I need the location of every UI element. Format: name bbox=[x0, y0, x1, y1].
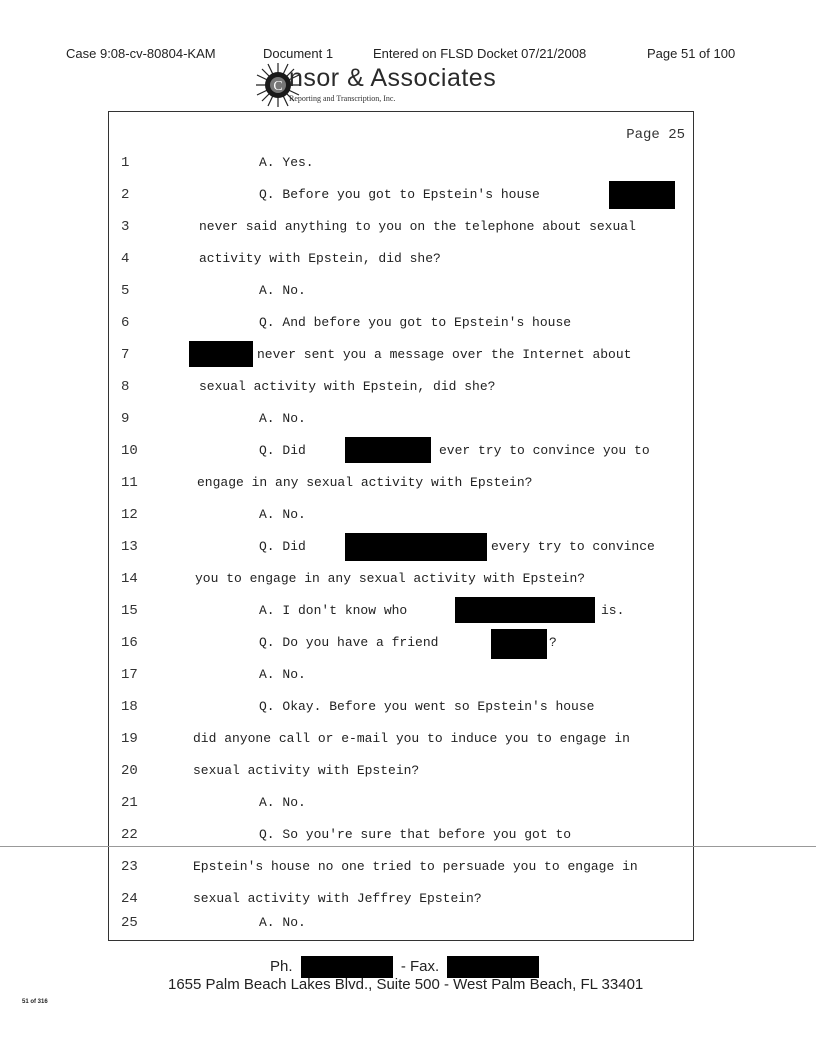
company-name: nsor & Associates bbox=[289, 64, 497, 92]
scan-divider bbox=[0, 846, 816, 847]
page-number: Page 51 of 100 bbox=[647, 46, 736, 61]
svg-text:C: C bbox=[273, 79, 283, 94]
document-number: Document 1 bbox=[263, 46, 334, 61]
redaction-box bbox=[301, 956, 393, 978]
page-counter: 51 of 316 bbox=[22, 999, 48, 1005]
phone-label: Ph. bbox=[270, 957, 293, 975]
address-line: 1655 Palm Beach Lakes Blvd., Suite 500 - West Palm Beach, FL 33401 bbox=[168, 976, 644, 993]
redaction-box bbox=[447, 956, 539, 978]
transcript-page-label: Page 25 bbox=[626, 127, 685, 143]
company-tagline: Reporting and Transcription, Inc. bbox=[289, 94, 396, 103]
case-number: Case 9:08-cv-80804-KAM bbox=[66, 46, 216, 61]
redaction-box bbox=[189, 341, 253, 367]
redaction-box bbox=[491, 629, 547, 659]
redaction-box bbox=[345, 533, 487, 561]
redaction-box bbox=[609, 181, 675, 209]
contact-line bbox=[270, 956, 539, 978]
redaction-box bbox=[455, 597, 595, 623]
docket-entry: Entered on FLSD Docket 07/21/2008 bbox=[373, 46, 587, 61]
company-logo bbox=[255, 62, 555, 112]
transcript-frame: Page 25 1 A. Yes. 2 Q. Before you got to Epstein's house 3 never said anything to you on the telephone about sexual 4 activity with Epstein, did she? 5 A. No. 6 Q. And before you got to Epstein's house 7 never sent you a message over the Internet about 8 sexual activity with Epstein, did she? 9 A. No. 10 Q. Did ever try to convince you to 11 engage in any sexual activity with Epstein? 12 A. No. 13 Q. Did every try to convince 14 you to engage in any sexual activity with Epstein? 15 A. I don't know who is. 16 Q. Do you have a friend ? 17 A. No. 18 Q. Okay. Before you went so Epstein's house 19 did anyone call or e-mail you to induce you to engage in 20 sexual activity with Epstein? 21 A. No. 22 Q. So you're sure that before you got to 23 Epstein's house no one tried to persuade you to engage in 24 sexual activity with Jeffrey Epstein? 25 A. No. bbox=[108, 111, 694, 941]
fax-label: - Fax. bbox=[400, 957, 440, 975]
redaction-box bbox=[345, 437, 431, 463]
